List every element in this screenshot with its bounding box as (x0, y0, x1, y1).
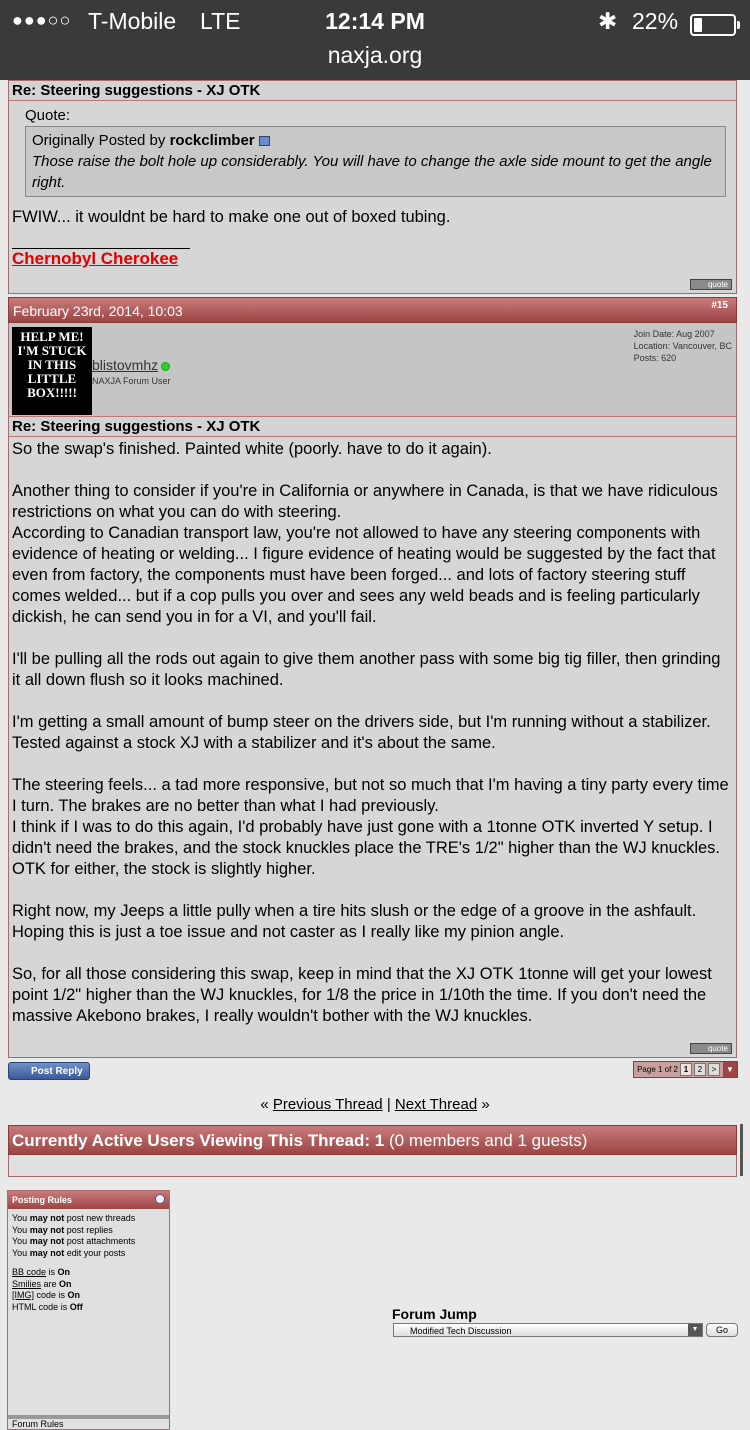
join-date: Join Date: Aug 2007 (633, 329, 715, 339)
posting-rules-box (7, 1190, 170, 1430)
carrier-name: T-Mobile (88, 8, 177, 34)
paragraph: I think if I was to do this again, I'd probably have just gone with a 1tonne OTK inverted Y setup. I didn't need the brakes, and the stock knuckles place the TRE's 1/2" higher than the WJ knuckles. OTK for either, the stock is slightly higher. (12, 818, 721, 878)
rule-item: You may not post attachments (12, 1236, 136, 1246)
page-navigation (633, 1061, 738, 1078)
page-menu-dropdown-icon[interactable]: ▼ (723, 1062, 737, 1077)
go-button[interactable]: Go (706, 1323, 738, 1337)
rule-item: You may not post replies (12, 1224, 113, 1235)
post-1 (8, 80, 737, 294)
battery-percent: 22% (632, 8, 679, 34)
user-stats (634, 328, 732, 364)
paragraph: Right now, my Jeeps a little pully when a tire hits slush or the edge of a groove in the ashfault. Hoping this is just a toe issue and not caster as I really like my pinion angle. (12, 902, 697, 941)
next-arrow: » (481, 1096, 490, 1113)
signal-strength-icon: ●●●○○ (12, 10, 72, 30)
quote-author: rockclimber (169, 132, 255, 149)
quote-button[interactable]: quote (690, 279, 732, 290)
collapse-icon[interactable] (155, 1194, 165, 1204)
chevron-down-icon: ▼ (688, 1324, 702, 1336)
bb-code-link[interactable]: BB code (12, 1267, 47, 1277)
post-2 (8, 417, 737, 1058)
code-item: Smilies are On (12, 1278, 72, 1289)
posting-rules-header (8, 1191, 169, 1209)
user-title: NAXJA Forum User (92, 376, 171, 386)
user-info-box (8, 323, 737, 417)
active-users-count: 1 (374, 1131, 385, 1150)
quote-button[interactable]: quote (690, 1043, 732, 1054)
smilies-link[interactable]: Smilies (12, 1278, 42, 1289)
rule-item: You may not post new threads (12, 1213, 136, 1223)
online-status-icon (161, 362, 170, 371)
previous-thread-link[interactable]: Previous Thread (272, 1096, 383, 1113)
forum-jump-select[interactable] (393, 1323, 703, 1337)
code-item: [IMG] code is On (12, 1290, 81, 1300)
next-thread-link[interactable]: Next Thread (394, 1096, 478, 1113)
active-users-body (8, 1155, 737, 1177)
paragraph: I'll be pulling all the rods out again to give them another pass with some big tig filler, then grinding it all down flush so it looks machined. (12, 650, 721, 689)
post-message (9, 437, 736, 1029)
forum-rules-link[interactable]: Forum Rules (8, 1415, 169, 1429)
forum-jump-label: Forum Jump (392, 1306, 477, 1322)
post-count: Posts: 620 (633, 353, 677, 363)
posting-rules-title: Posting Rules (12, 1195, 73, 1205)
user-avatar: HELP ME! I'M STUCK IN THIS LITTLE BOX!!!!! (12, 327, 92, 415)
prev-arrow: « (260, 1096, 269, 1113)
rule-item: You may not edit your posts (12, 1247, 126, 1258)
active-users-label: Currently Active Users Viewing This Thread: (12, 1131, 375, 1150)
address-bar-url[interactable]: naxja.org (327, 42, 423, 68)
forum-jump-selected: Modified Tech Discussion (410, 1326, 512, 1336)
ios-status-bar (0, 0, 750, 80)
bluetooth-icon: ✱ (598, 8, 618, 34)
thread-navigation (0, 1096, 750, 1113)
clock: 12:14 PM (325, 8, 425, 34)
post-number-link[interactable]: #15 (711, 300, 728, 311)
post-header (8, 297, 737, 323)
post-message: FWIW... it wouldnt be hard to make one out of boxed tubing. (12, 208, 451, 226)
signature-link[interactable]: Chernobyl Cherokee (12, 249, 179, 268)
quote-label: Quote: (25, 107, 71, 124)
next-page-link[interactable]: > (708, 1063, 720, 1076)
quote-text: Those raise the bolt hole up considerably. You will have to change the axle side mount to get the angle right. (32, 153, 712, 191)
paragraph: So the swap's finished. Painted white (poorly. have to do it again). (12, 440, 492, 458)
paragraph: The steering feels... a tad more responsive, but not so much that I'm having a tiny party every time I turn. The brakes are no better than what I had previously. (12, 776, 729, 815)
paragraph: So, for all those considering this swap, keep in mind that the XJ OTK 1tonne will get your lowest point 1/2" higher than the WJ knuckles, for 1/8 the price in 1/10th the time. If you don't need the massive Akebono brakes, I really wouldn't bother with the WJ knuckles. (12, 965, 712, 1025)
post-reply-button[interactable]: Post Reply (8, 1062, 90, 1080)
user-location: Location: Vancouver, BC (633, 341, 732, 351)
network-type: LTE (200, 8, 241, 34)
nav-divider: | (386, 1096, 391, 1113)
active-users-detail: (0 members and 1 guests) (388, 1131, 588, 1150)
paragraph: I'm getting a small amount of bump steer on the drivers side, but I'm running without a stabilizer. Tested against a stock XJ with a stabilizer and it's about the same. (12, 713, 711, 752)
post-date: February 23rd, 2014, 10:03 (13, 303, 183, 319)
quote-prefix: Originally Posted by (32, 132, 170, 149)
post-title: Re: Steering suggestions - XJ OTK (9, 417, 736, 437)
posting-rules-body (8, 1209, 169, 1317)
view-post-icon[interactable] (259, 136, 270, 146)
username-link[interactable] (92, 357, 170, 373)
paragraph: According to Canadian transport law, you're not allowed to have any steering components with evidence of heating or welding... I figure evidence of heating would be suggested by the fact that even from factory, the components must have been forged... and lots of factory steering stuff comes welded... but if a cop pulls you over and sees any weld beads and is feeling particularly dickish, he can send you in for a VI, and you'll fail. (12, 524, 716, 626)
code-item: BB code is On (12, 1267, 71, 1277)
page-1-link[interactable]: 1 (680, 1063, 692, 1076)
scroll-indicator[interactable] (740, 1124, 743, 1176)
page-2-link[interactable]: 2 (694, 1063, 706, 1076)
quote-block (25, 107, 726, 197)
username[interactable]: blistovmhz (92, 357, 159, 373)
post-title: Re: Steering suggestions - XJ OTK (9, 81, 736, 101)
active-users-header (8, 1125, 737, 1155)
pager-label: Page 1 of 2 (637, 1065, 678, 1074)
code-item: HTML code is Off (12, 1301, 83, 1312)
quote-box (25, 126, 726, 197)
img-code-link[interactable]: [IMG] (12, 1290, 34, 1300)
battery-icon (690, 14, 736, 36)
paragraph: Another thing to consider if you're in California or anywhere in Canada, is that we have ridiculous restrictions on what you can do with steering. (12, 482, 718, 521)
